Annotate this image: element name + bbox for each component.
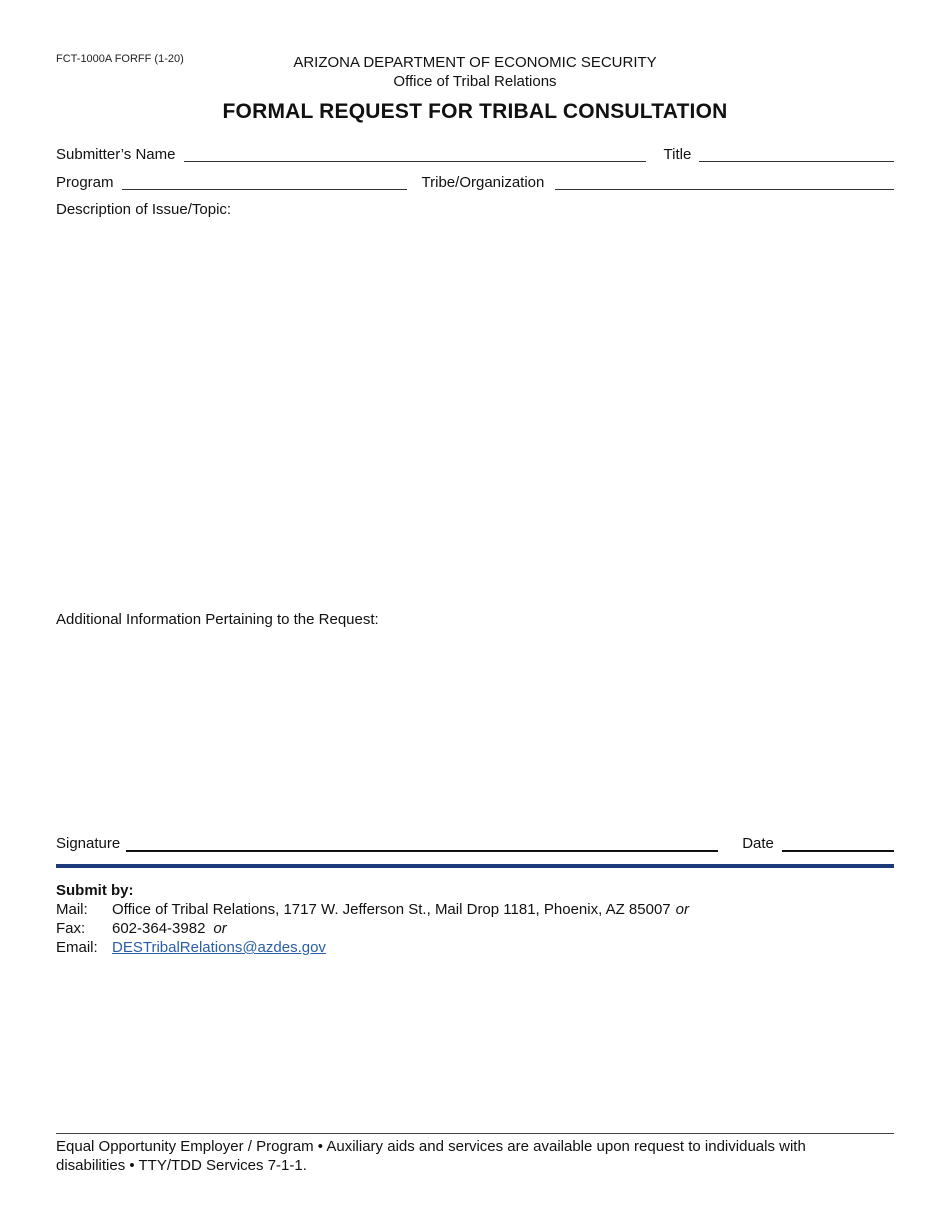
description-label: Description of Issue/Topic: bbox=[56, 201, 232, 218]
email-label: Email: bbox=[56, 939, 98, 956]
date-field[interactable] bbox=[782, 836, 894, 852]
submit-email-line bbox=[56, 938, 689, 957]
submitter-name-field[interactable] bbox=[184, 147, 646, 162]
mail-label: Mail: bbox=[56, 901, 88, 918]
date-label: Date bbox=[742, 835, 774, 852]
row-submitter bbox=[56, 146, 894, 164]
section-divider bbox=[56, 864, 894, 868]
program-field[interactable] bbox=[122, 175, 407, 190]
email-link[interactable]: DESTribalRelations@azdes.gov bbox=[112, 939, 326, 956]
title-label: Title bbox=[663, 146, 692, 163]
row-program bbox=[56, 174, 894, 192]
row-signature bbox=[56, 835, 894, 853]
submit-fax-line bbox=[56, 919, 689, 938]
office-name: Office of Tribal Relations bbox=[393, 73, 557, 90]
footer-notice: Equal Opportunity Employer / Program • Auxiliary aids and services are available upon request to individuals with disabilities • TTY/TDD Services 7-1-1. bbox=[56, 1138, 806, 1174]
program-label: Program bbox=[56, 174, 114, 191]
agency-header bbox=[0, 53, 950, 91]
fax-number: 602-364-3982 bbox=[112, 920, 206, 937]
title-field[interactable] bbox=[699, 147, 894, 162]
tribe-org-field[interactable] bbox=[555, 175, 894, 190]
tribe-org-label: Tribe/Organization bbox=[421, 174, 545, 191]
form-title: FORMAL REQUEST FOR TRIBAL CONSULTATION bbox=[222, 100, 728, 123]
additional-info-field[interactable] bbox=[56, 632, 894, 822]
submit-instructions bbox=[56, 881, 689, 957]
mail-or: or bbox=[675, 901, 689, 918]
mail-address: Office of Tribal Relations, 1717 W. Jefferson St., Mail Drop 1181, Phoenix, AZ 85007 bbox=[112, 901, 671, 918]
submit-mail-line bbox=[56, 900, 689, 919]
fax-or: or bbox=[213, 920, 227, 937]
description-field[interactable] bbox=[56, 222, 894, 602]
form-code: FCT-1000A FORFF (1-20) bbox=[56, 53, 184, 65]
additional-info-label: Additional Information Pertaining to the Request: bbox=[56, 611, 379, 628]
footer-divider bbox=[56, 1133, 894, 1134]
signature-label: Signature bbox=[56, 835, 121, 852]
signature-field[interactable] bbox=[126, 836, 718, 852]
submitter-name-label: Submitter’s Name bbox=[56, 146, 176, 163]
agency-name: ARIZONA DEPARTMENT OF ECONOMIC SECURITY bbox=[293, 54, 657, 71]
submit-heading: Submit by: bbox=[56, 882, 134, 899]
fax-label: Fax: bbox=[56, 920, 86, 937]
